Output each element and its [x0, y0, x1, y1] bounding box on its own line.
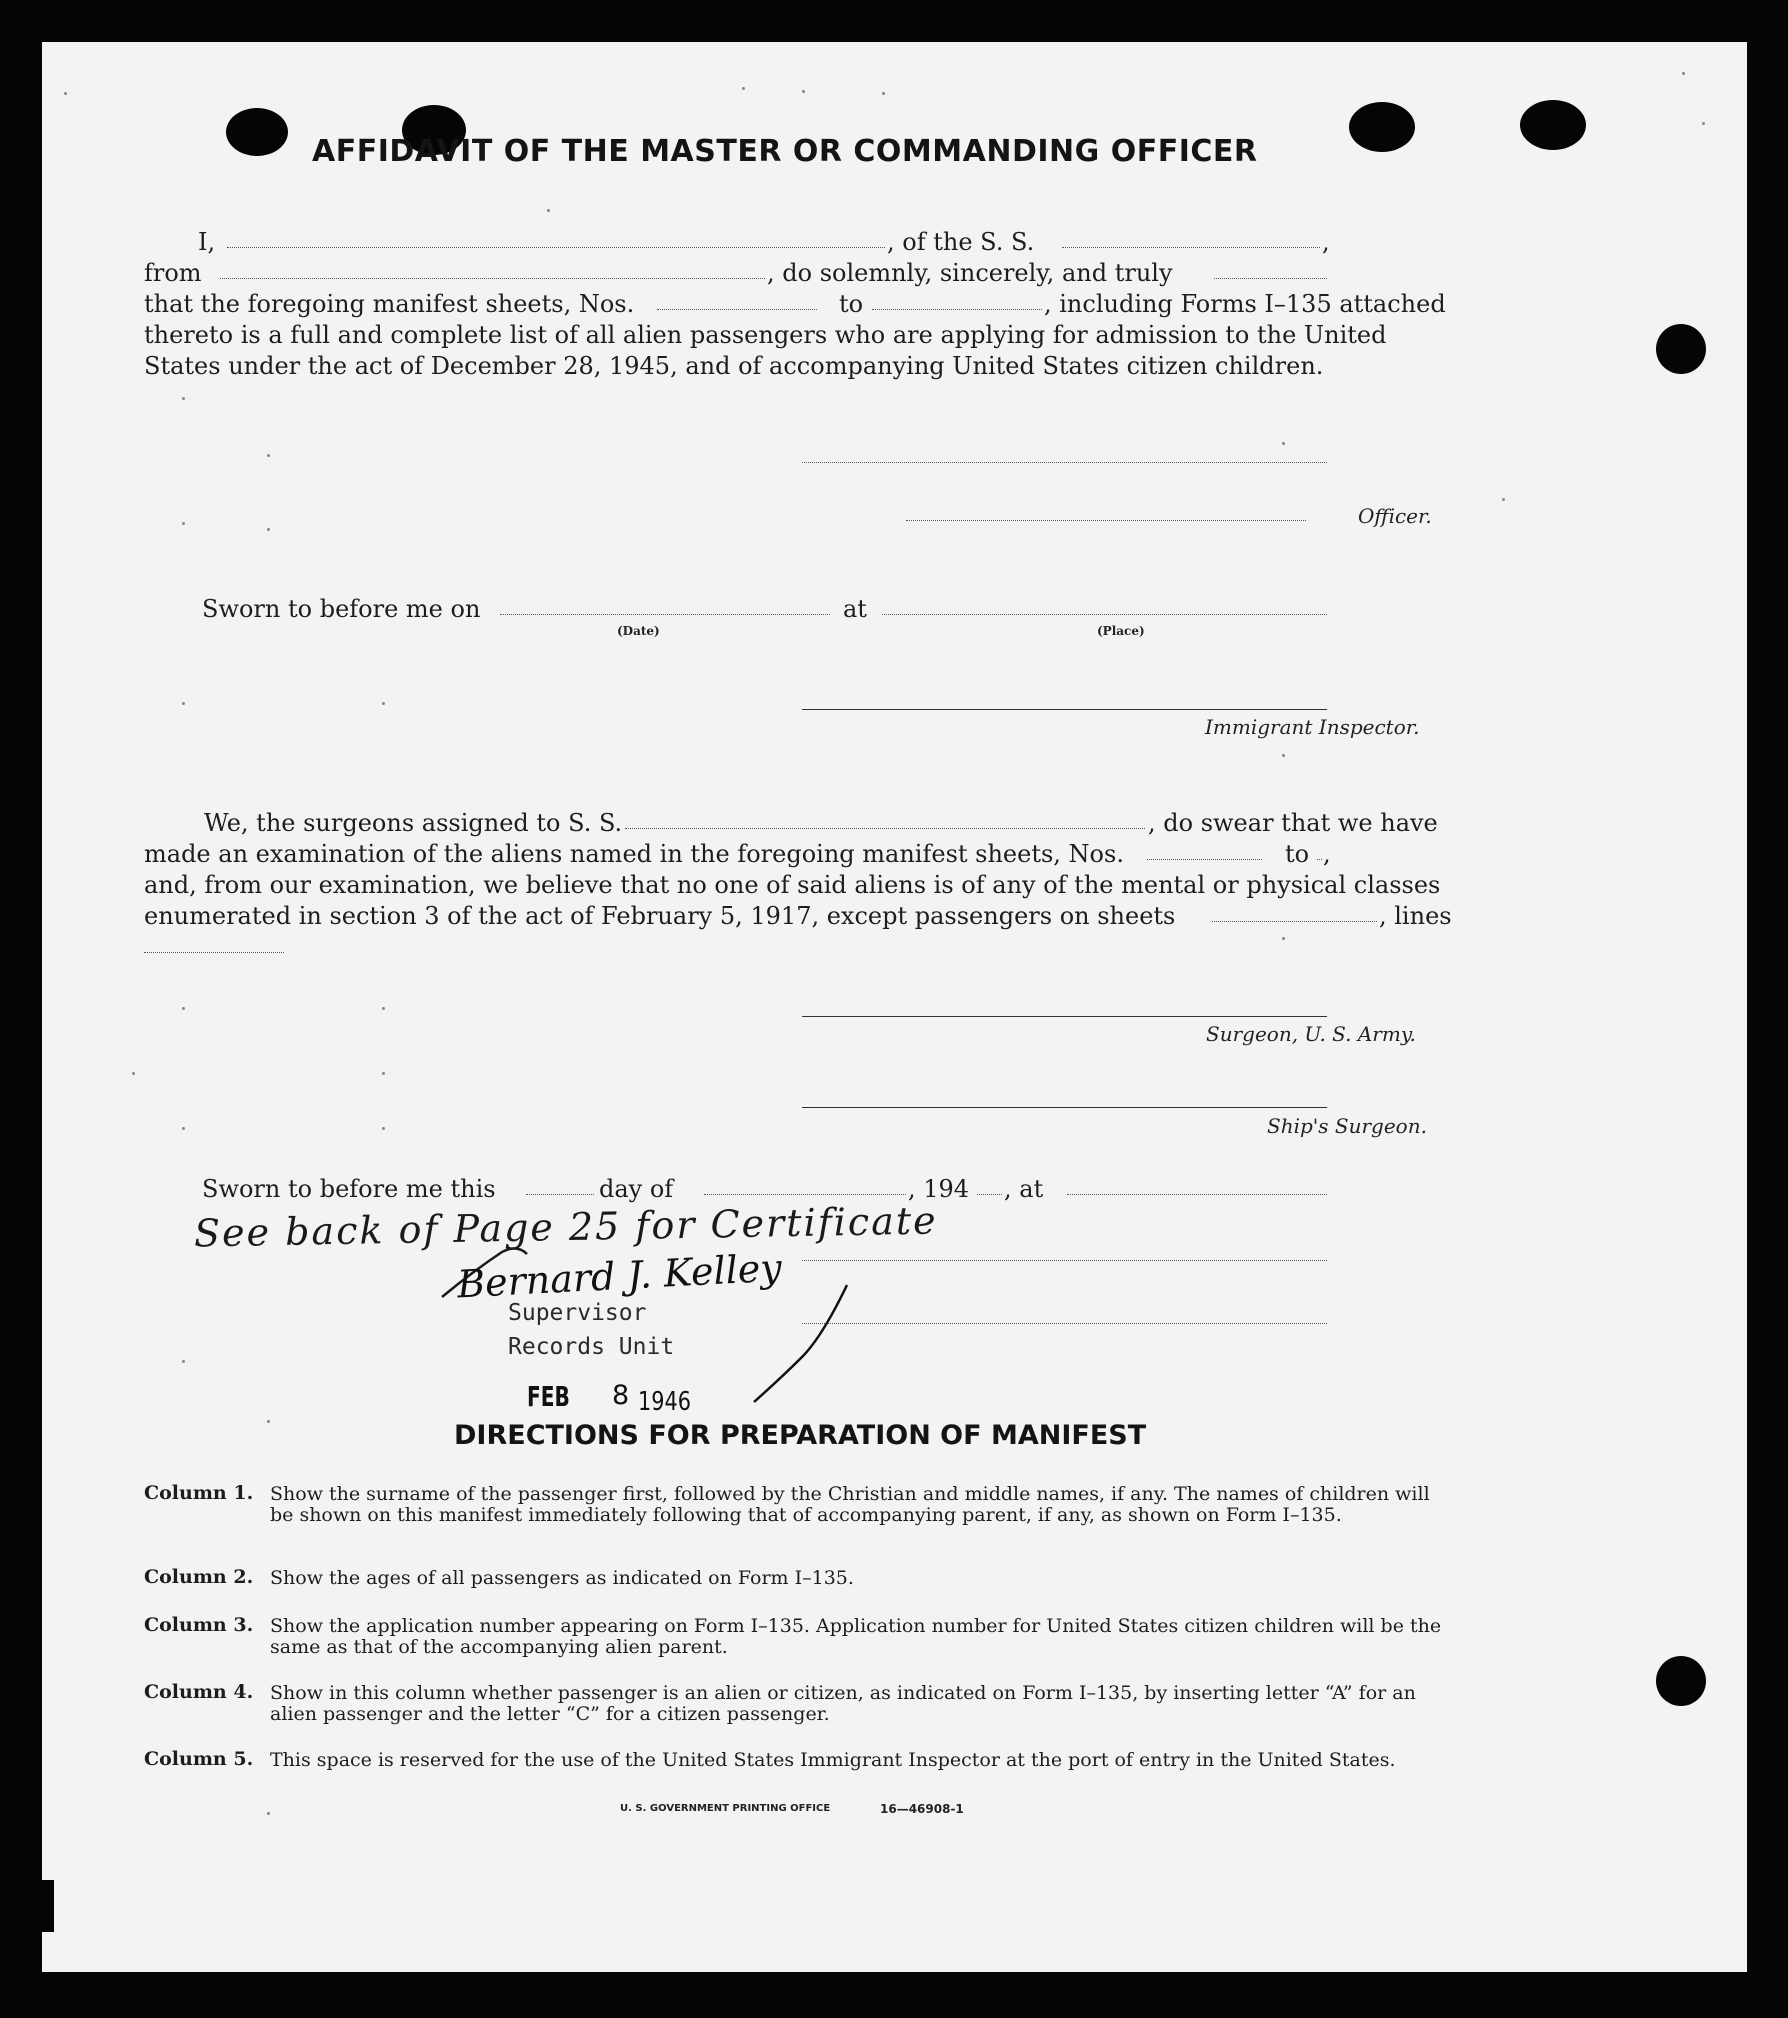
sworn2-place-field[interactable] [1067, 1194, 1327, 1195]
affidavit-from: from [144, 259, 202, 287]
signature: Bernard J. Kelley [456, 1245, 783, 1307]
master-name-field[interactable] [227, 247, 885, 248]
exception-sheets-field[interactable] [1212, 921, 1377, 922]
surgeon-army-label: Surgeon, U. S. Army. [1206, 1022, 1416, 1046]
affidavit-line5: States under the act of December 28, 1945, and of accompanying United States citizen children. [144, 352, 1324, 380]
officer-label: Officer. [1358, 504, 1432, 528]
sworn-place-field[interactable] [882, 614, 1327, 615]
stamp-date-month: FEB [527, 1380, 570, 1413]
exception-lines-field[interactable] [144, 952, 284, 953]
edge-mark [42, 1880, 54, 1932]
signature-stroke [742, 1277, 862, 1407]
oath-field[interactable] [1214, 278, 1327, 279]
column-4-text: Show in this column whether passenger is an alien or citizen, as indicated on Form I–135, by inserting letter “A” for an alien passenger and the letter “C” for a citizen passenger. [270, 1682, 1416, 1725]
punch-hole [226, 108, 288, 156]
sworn2-day-field[interactable] [526, 1194, 594, 1195]
ships-surgeon-signature-line[interactable] [802, 1107, 1327, 1108]
affidavit-title: AFFIDAVIT OF THE MASTER OR COMMANDING OFFICER [312, 134, 1258, 169]
affidavit-line4: thereto is a full and complete list of all alien passengers who are applying for admission to the United [144, 321, 1387, 349]
sworn-text: Sworn to before me on [202, 595, 481, 623]
punch-hole [1656, 1656, 1706, 1706]
sheet-to-field[interactable] [872, 309, 1042, 310]
immigrant-inspector-label: Immigrant Inspector. [1205, 715, 1420, 739]
sheet-from-field[interactable] [657, 309, 817, 310]
affidavit-line-i: I, [198, 228, 216, 256]
surgeon-sheet-from-field[interactable] [1147, 859, 1262, 860]
printer-imprint: U. S. GOVERNMENT PRINTING OFFICE [620, 1803, 831, 1814]
inspector-signature-line[interactable] [802, 709, 1327, 710]
column-1-text: Show the surname of the passenger first, followed by the Christian and middle names, if any. The names of children will be shown on this manifest immediately following that of accompanying parent, if any, as shown on Form I–135. [270, 1483, 1430, 1526]
ships-surgeon-label: Ship's Surgeon. [1267, 1114, 1427, 1138]
stamp-date-year: 1946 [638, 1387, 691, 1417]
column-2-label: Column 2. [144, 1566, 254, 1588]
column-3-text: Show the application number appearing on Form I–135. Application number for United States citizen children will be the same as that of the accompanying alien parent. [270, 1615, 1442, 1658]
surgeons-line4: enumerated in section 3 of the act of February 5, 1917, except passengers on sheets [144, 902, 1176, 930]
affidavit-solemnly: , do solemnly, sincerely, and truly [767, 259, 1173, 287]
sworn2-year-field[interactable] [977, 1194, 1002, 1195]
punch-hole [1520, 100, 1586, 150]
place-label: (Place) [1097, 624, 1145, 638]
affidavit-of-ss: , of the S. S. [887, 228, 1035, 256]
stamp-supervisor: Supervisor [508, 1300, 647, 1326]
army-surgeon-signature-line[interactable] [802, 1016, 1327, 1017]
punch-hole [1349, 102, 1415, 152]
surgeon-sheet-to-field[interactable] [1317, 859, 1322, 860]
column-3-label: Column 3. [144, 1614, 254, 1636]
sworn2-text: Sworn to before me this [202, 1175, 496, 1203]
surgeon-ship-field[interactable] [625, 828, 1145, 829]
column-5-text: This space is reserved for the use of the United States Immigrant Inspector at the port of entry in the United States. [270, 1749, 1396, 1771]
document-page: AFFIDAVIT OF THE MASTER OR COMMANDING OFFICER I, , of the S. S. , from , do solemnly, sincerely, and truly that the foregoing manifest sheets, Nos. to , including Forms I–135 attached thereto is a full and complete list of all alien passengers who are applying for admission to the United States under the act of December 28, 1945, and of accompanying United States citizen children. Officer. Sworn to before me on (Date) at (Place) Immigrant Inspector. We, the surgeons assigned to S. S. , do swear that we have made an examination of the aliens named in the foregoing manifest sheets, Nos. to , and, from our examination, we believe that no one of said aliens is of any of the mental or physical classes enumerated in section 3 of the act of February 5, 1917, except passengers on sheets , lines Surgeon, U. S. Army. Ship's Surgeon. Sworn to before me this day of , 194 , at See back of Page 25 for Certificate Bernard J. Kelley Supervisor Records Unit FEB 8 1946 DIRECTIONS FOR PREPARATION OF MANIFEST Column 1. Show the surname of the passenger first, followed by the Christian and middle names, if any. The names of children will be shown on this manifest immediately following that of accompanying parent, if any, as shown on Form I–135. Column 2. Show the ages of all passengers as indicated on Form I–135. Column 3. Show the application number appearing on Form I–135. Application number for United States citizen children will be the same as that of the accompanying alien parent. Column 4. Show in this column whether passenger is an alien or citizen, as indicated on Form I–135, by inserting letter “A” for an alien passenger and the letter “C” for a citizen passenger. Column 5. This space is reserved for the use of the United States Immigrant Inspector at the port of entry in the United States. U. S. GOVERNMENT PRINTING OFFICE 16—46908-1 [42, 42, 1747, 1972]
ship-name-field[interactable] [1062, 247, 1320, 248]
column-1-label: Column 1. [144, 1482, 254, 1504]
column-4-label: Column 4. [144, 1681, 254, 1703]
sworn2-title-line[interactable] [802, 1323, 1327, 1324]
departure-port-field[interactable] [220, 278, 765, 279]
punch-hole [1656, 324, 1706, 374]
surgeons-line3: and, from our examination, we believe that no one of said aliens is of any of the mental or physical classes [144, 871, 1441, 899]
form-code: 16—46908-1 [880, 1802, 964, 1816]
surgeons-line2: made an examination of the aliens named in the foregoing manifest sheets, Nos. [144, 840, 1124, 868]
surgeons-line1: We, the surgeons assigned to S. S. [204, 809, 623, 837]
column-5-label: Column 5. [144, 1748, 254, 1770]
stamp-records-unit: Records Unit [508, 1334, 675, 1360]
master-signature-line[interactable] [802, 462, 1327, 463]
affidavit-including: , including Forms I–135 attached [1044, 290, 1446, 318]
officer-signature-line[interactable] [906, 520, 1306, 521]
date-label: (Date) [617, 624, 660, 638]
column-2-text: Show the ages of all passengers as indicated on Form I–135. [270, 1567, 854, 1589]
affidavit-manifest-sheets: that the foregoing manifest sheets, Nos. [144, 290, 635, 318]
sworn-date-field[interactable] [500, 614, 830, 615]
handwritten-note: See back of Page 25 for Certificate [193, 1198, 938, 1256]
directions-title: DIRECTIONS FOR PREPARATION OF MANIFEST [454, 1420, 1147, 1451]
stamp-date-day: 8 [612, 1380, 630, 1411]
sworn2-signature-line[interactable] [802, 1260, 1327, 1261]
sworn2-month-field[interactable] [704, 1194, 906, 1195]
